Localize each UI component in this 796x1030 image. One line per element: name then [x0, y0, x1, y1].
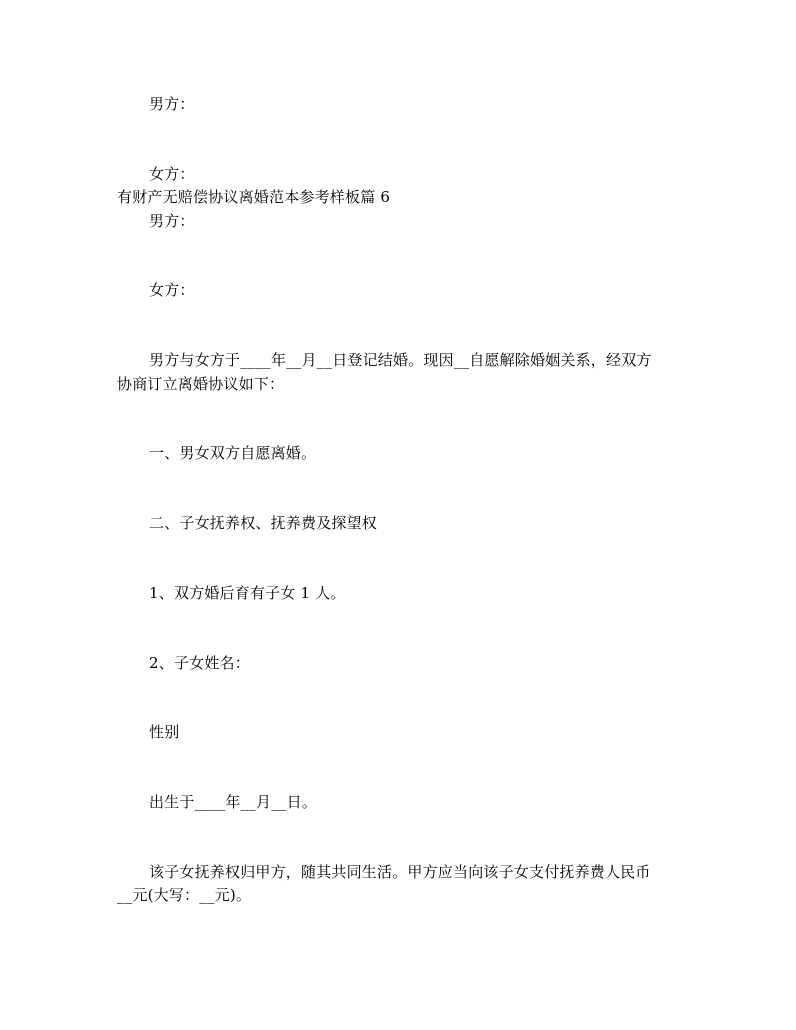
paragraph-line: 男方与女方于____年__月__日登记结婚。现因__自愿解除婚姻关系，经双方 [149, 351, 652, 369]
paragraph-line: 该子女抚养权归甲方，随其共同生活。甲方应当向该子女支付抚养费人民币 [149, 863, 651, 881]
field-label: 出生于____年__月__日。 [149, 793, 318, 811]
male-party-label: 男方： [149, 212, 195, 230]
field-label: 性别 [149, 723, 180, 741]
clause-heading: 二、子女抚养权、抚养费及探望权 [149, 514, 378, 532]
clause-item: 1、双方婚后育有子女 1 人。 [149, 584, 346, 602]
female-party-label: 女方： [149, 165, 195, 183]
clause-item: 2、子女姓名： [149, 654, 250, 672]
female-party-label: 女方： [149, 281, 195, 299]
male-party-label: 男方： [149, 95, 195, 113]
clause-heading: 一、男女双方自愿离婚。 [149, 444, 317, 462]
section-heading: 有财产无赔偿协议离婚范本参考样板篇 6 [117, 188, 391, 206]
paragraph-line: __元(大写：__元)。 [117, 886, 252, 904]
paragraph-line: 协商订立离婚协议如下： [117, 375, 285, 393]
